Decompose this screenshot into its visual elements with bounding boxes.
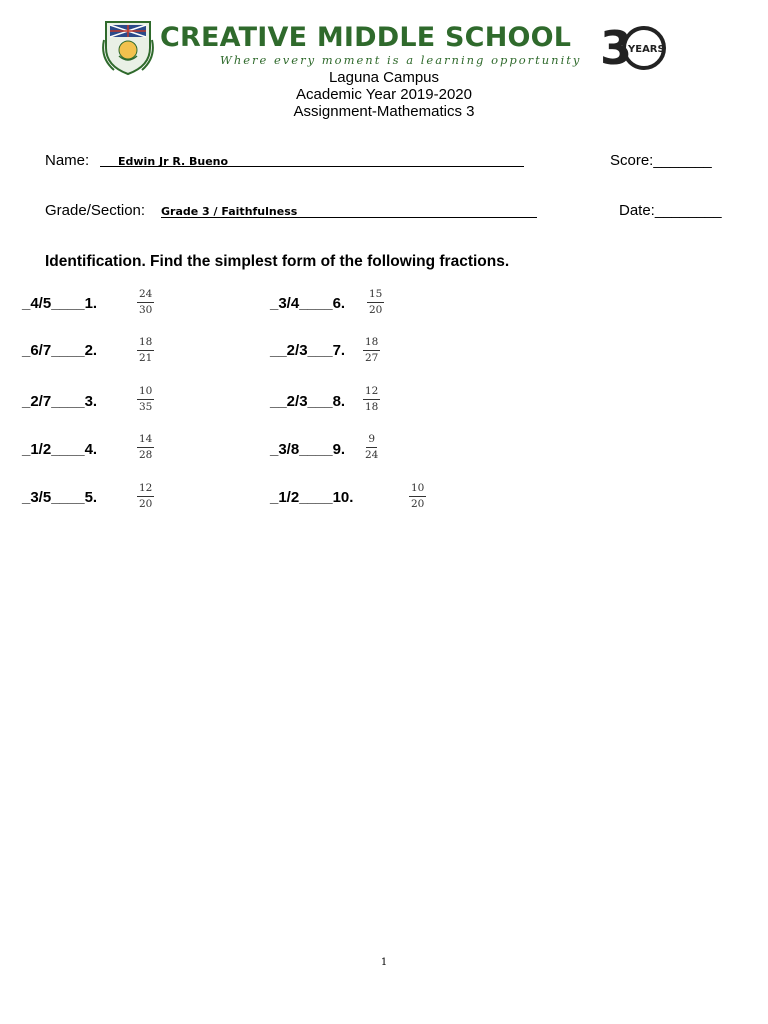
denominator: 30 [139,303,153,316]
denominator: 20 [369,303,383,316]
anniversary-badge-icon [598,18,668,76]
school-crest-icon [100,18,156,76]
fraction-2 [137,337,154,363]
fraction-8 [363,386,380,412]
fraction-7 [363,337,380,363]
denominator: 24 [365,448,379,461]
numerator: 9 [366,434,377,448]
denominator: 28 [139,448,153,461]
assignment-title: Assignment-Mathematics 3 [293,103,475,120]
numerator: 18 [363,337,380,351]
name-underline [100,166,524,167]
answer-item-8: __2/3___8. [270,393,346,410]
name-label: Name: [45,152,90,169]
fraction-6 [367,289,384,315]
numerator: 12 [137,483,154,497]
campus-line: Laguna Campus [328,69,440,86]
numerator: 10 [409,483,426,497]
school-motto: Where every moment is a learning opportunity [220,53,582,67]
grade-section-label: Grade/Section: [45,202,146,219]
denominator: 27 [365,351,379,364]
school-name: CREATIVE MIDDLE SCHOOL [160,22,572,53]
academic-year-line: Academic Year 2019-2020 [296,86,472,103]
answer-item-4: _1/2____4. [22,441,98,458]
fraction-10 [409,483,426,509]
fraction-3 [137,386,154,412]
answer-item-1: _4/5____1. [22,295,98,312]
name-value[interactable]: Edwin Jr R. Bueno [118,155,229,168]
denominator: 20 [411,497,425,510]
denominator: 20 [139,497,153,510]
score-field[interactable]: Score:_______ [610,152,712,169]
denominator: 18 [365,400,379,413]
grade-section-value[interactable]: Grade 3 / Faithfulness [161,205,298,218]
fraction-4 [137,434,154,460]
svg-text:YEARS: YEARS [628,44,665,55]
page-number: 1 [380,957,388,968]
answer-item-6: _3/4____6. [270,295,346,312]
numerator: 18 [137,337,154,351]
answer-item-10: _1/2____10. [270,489,354,506]
numerator: 12 [363,386,380,400]
denominator: 35 [139,400,153,413]
answer-item-3: _2/7____3. [22,393,98,410]
numerator: 15 [367,289,384,303]
date-field[interactable]: Date:________ [619,202,722,219]
fraction-5 [137,483,154,509]
fraction-1 [137,289,154,315]
numerator: 24 [137,289,154,303]
answer-item-7: __2/3___7. [270,342,346,359]
grade-section-underline [161,217,537,218]
answer-item-9: _3/8____9. [270,441,346,458]
numerator: 10 [137,386,154,400]
denominator: 21 [139,351,153,364]
svg-text:3: 3 [600,21,633,75]
answer-item-5: _3/5____5. [22,489,98,506]
fraction-9 [363,434,380,460]
instructions-heading: Identification. Find the simplest form of the following fractions. [45,253,510,270]
answer-item-2: _6/7____2. [22,342,98,359]
numerator: 14 [137,434,154,448]
